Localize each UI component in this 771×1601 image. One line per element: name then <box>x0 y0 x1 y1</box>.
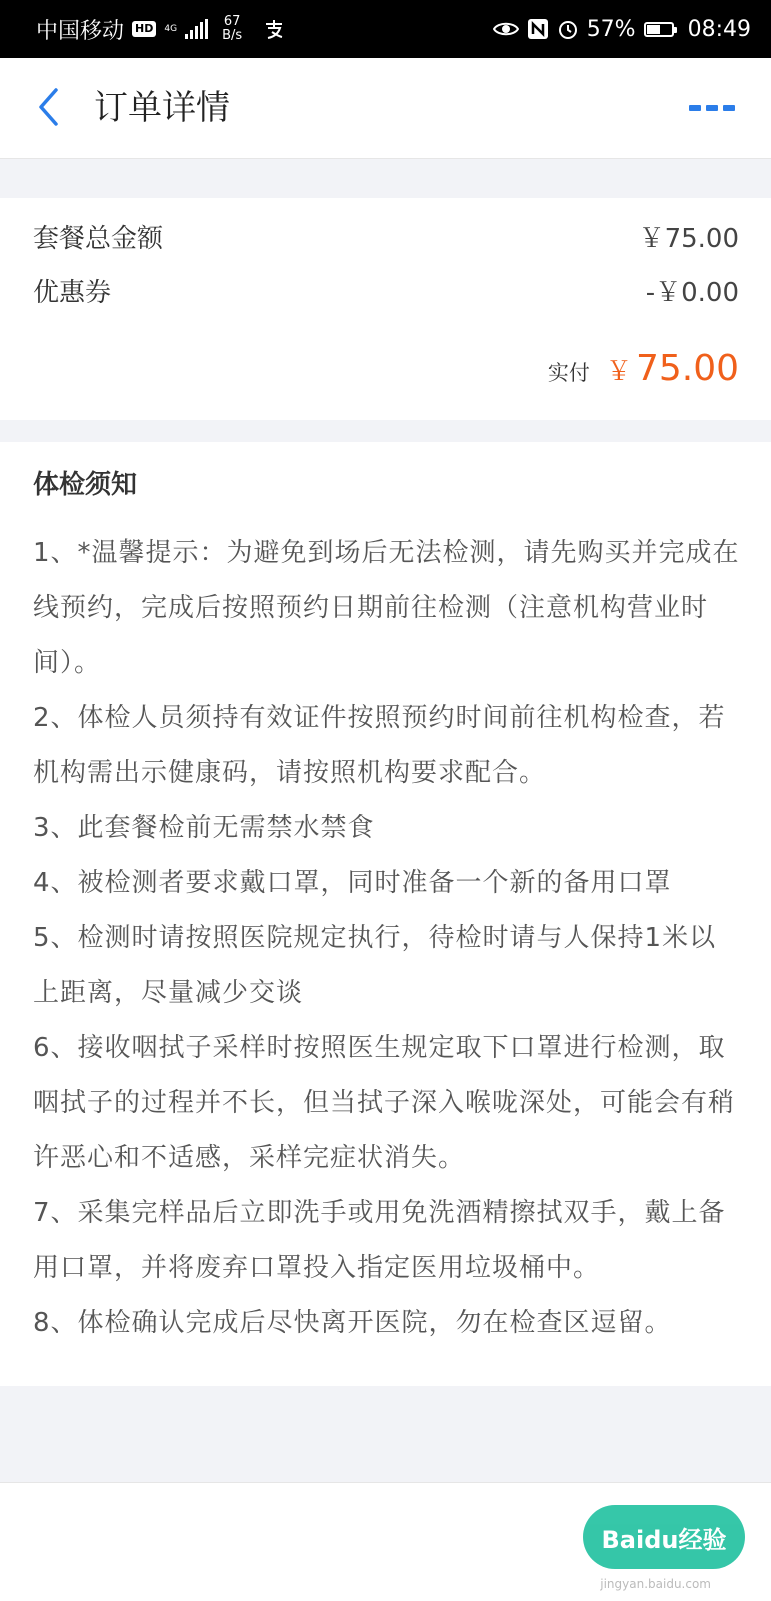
battery-percent: 57% <box>586 16 636 42</box>
hd-badge: HD <box>132 21 156 37</box>
watermark-url: jingyan.baidu.com <box>600 1577 711 1591</box>
baidu-jingyan-watermark <box>583 1505 745 1569</box>
exam-notice-card <box>0 442 771 1386</box>
notice-item: 2、体检人员须持有效证件按照预约时间前往机构检查，若机构需出示健康码，请按照机构要求配合。 <box>33 703 726 788</box>
status-bar <box>0 0 771 58</box>
bottom-bar <box>0 1482 771 1601</box>
total-amount-label: 套餐总金额 <box>33 223 164 254</box>
more-dots-icon <box>689 105 701 111</box>
coupon-value: -￥0.00 <box>645 277 739 308</box>
paid-row <box>548 348 739 389</box>
back-button[interactable] <box>30 86 66 132</box>
network-speed <box>222 15 242 43</box>
page-title: 订单详情 <box>94 88 230 128</box>
notice-item: 7、采集完样品后立即洗手或用免洗酒精擦拭双手，戴上备用口罩，并将废弃口罩投入指定医用垃圾桶中。 <box>33 1198 726 1283</box>
price-summary-card <box>0 198 771 420</box>
total-amount-row <box>33 216 739 256</box>
notice-item: 5、检测时请按照医院规定执行，待检时请与人保持1米以上距离，尽量减少交谈 <box>33 923 717 1008</box>
nfc-icon <box>527 18 549 40</box>
watermark-text: Baidu经验 <box>601 1525 727 1554</box>
notice-list <box>33 526 741 1351</box>
notice-title: 体检须知 <box>33 470 138 500</box>
paid-amount: 75.00 <box>635 348 739 389</box>
notice-item: 1、*温馨提示：为避免到场后无法检测，请先购买并完成在线预约，完成后按照预约日期前往检测（注意机构营业时间）。 <box>33 538 740 678</box>
network-generation <box>164 24 177 34</box>
total-amount-value: ￥75.00 <box>638 223 739 254</box>
coupon-label: 优惠券 <box>33 277 112 308</box>
alipay-icon <box>262 17 286 41</box>
notice-item: 4、被检测者要求戴口罩，同时准备一个新的备用口罩 <box>33 868 672 898</box>
speed-value: 67 <box>223 14 241 29</box>
notice-item: 3、此套餐检前无需禁水禁食 <box>33 813 375 843</box>
eye-icon <box>493 20 519 38</box>
carrier-name: 中国移动 <box>36 18 125 44</box>
more-options-button[interactable] <box>689 98 735 118</box>
signal-icon <box>185 19 208 39</box>
alarm-icon <box>557 18 579 40</box>
chevron-left-icon <box>36 87 60 131</box>
notice-item: 6、接收咽拭子采样时按照医生规定取下口罩进行检测，取咽拭子的过程并不长，但当拭子深入喉咙深处，可能会有稍许恶心和不适感，采样完症状消失。 <box>33 1033 736 1173</box>
clock-time: 08:49 <box>687 16 751 42</box>
speed-unit: B/s <box>222 28 243 43</box>
paid-currency: ￥ <box>605 357 632 387</box>
coupon-row <box>33 270 739 310</box>
battery-level <box>647 25 660 34</box>
battery-icon <box>644 22 674 37</box>
network-gen-label: 4G <box>164 24 178 34</box>
nav-bar <box>0 58 771 159</box>
paid-label: 实付 <box>547 361 590 385</box>
notice-item: 8、体检确认完成后尽快离开医院，勿在检查区逗留。 <box>33 1308 672 1338</box>
